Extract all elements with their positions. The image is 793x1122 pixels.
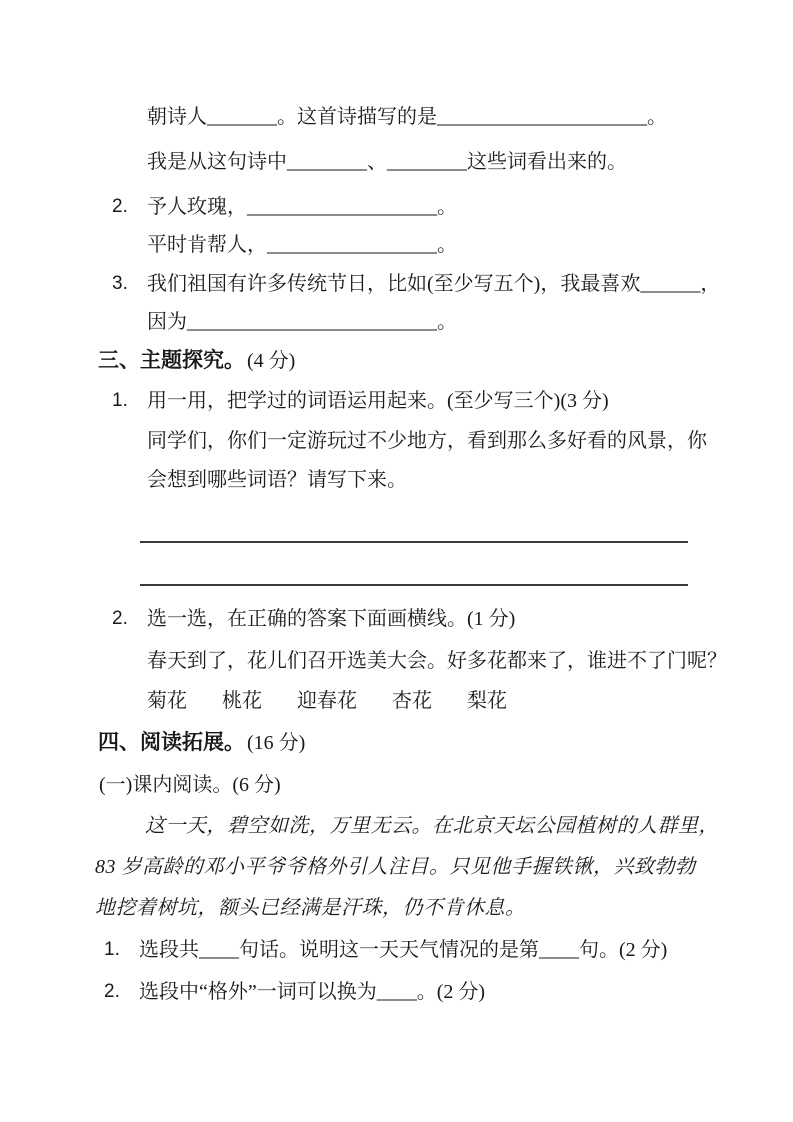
item3-line2: 因为_________________________。 bbox=[147, 311, 457, 333]
section3-item2-number: 2. bbox=[112, 608, 128, 629]
flower-option-juhua: 菊花 bbox=[147, 690, 187, 712]
passage-line3: 地挖着树坑，额头已经满是汗珠，仍不肯休息。 bbox=[95, 897, 526, 919]
section3-heading-title: 三、主题探究。 bbox=[98, 349, 245, 372]
section3-heading-score: (4 分) bbox=[247, 350, 296, 372]
section4-heading bbox=[98, 730, 305, 756]
item2-line2: 平时肯帮人，_________________。 bbox=[147, 234, 457, 256]
item3-number: 3. bbox=[112, 273, 128, 294]
section4-item1-number: 1. bbox=[104, 939, 120, 960]
flower-option-taohua: 桃花 bbox=[222, 690, 262, 712]
flower-options-row bbox=[147, 688, 507, 714]
section4-heading-title: 四、阅读拓展。 bbox=[98, 731, 245, 754]
q1-continuation-line2: 我是从这句诗中________、________这些词看出来的。 bbox=[147, 151, 627, 173]
section3-item1-line2: 同学们，你们一定游玩过不少地方，看到那么多好看的风景，你 bbox=[147, 430, 707, 452]
flower-option-xinghua: 杏花 bbox=[392, 690, 432, 712]
passage-line1: 这一天，碧空如洗，万里无云。在北京天坛公园植树的人群里， bbox=[145, 815, 719, 837]
item2-number: 2. bbox=[112, 196, 128, 217]
flower-option-lihua: 梨花 bbox=[467, 690, 507, 712]
flower-option-yingchunhua: 迎春花 bbox=[297, 690, 357, 712]
passage-line2: 83 岁高龄的邓小平爷爷格外引人注目。只见他手握铁锹，兴致勃勃 bbox=[95, 856, 696, 878]
section3-item2-line2: 春天到了，花儿们召开选美大会。好多花都来了，谁进不了门呢？ bbox=[147, 650, 727, 672]
section4-item1-text: 选段共____句话。说明这一天天气情况的是第____句。(2 分) bbox=[139, 939, 668, 961]
section3-item2-line1: 选一选，在正确的答案下面画横线。(1 分) bbox=[147, 608, 516, 630]
answer-blank-line-1 bbox=[140, 519, 688, 543]
q1-continuation-line1: 朝诗人_______。这首诗描写的是_____________________。 bbox=[147, 106, 667, 128]
section4-heading-score: (16 分) bbox=[247, 732, 306, 754]
item3-line1: 我们祖国有许多传统节日，比如(至少写五个)，我最喜欢______， bbox=[147, 273, 721, 295]
section4-subheading: (一)课内阅读。(6 分) bbox=[99, 774, 281, 796]
section3-heading bbox=[98, 348, 295, 374]
section4-item2-number: 2. bbox=[104, 981, 120, 1002]
section3-item1-line3: 会想到哪些词语？请写下来。 bbox=[147, 469, 407, 491]
item2-line1: 予人玫瑰，___________________。 bbox=[147, 196, 457, 218]
answer-blank-line-2 bbox=[140, 562, 688, 586]
section3-item1-number: 1. bbox=[112, 390, 128, 411]
section4-item2-text: 选段中“格外”一词可以换为____。(2 分) bbox=[139, 981, 486, 1003]
section3-item1-line1: 用一用，把学过的词语运用起来。(至少写三个)(3 分) bbox=[147, 390, 609, 412]
